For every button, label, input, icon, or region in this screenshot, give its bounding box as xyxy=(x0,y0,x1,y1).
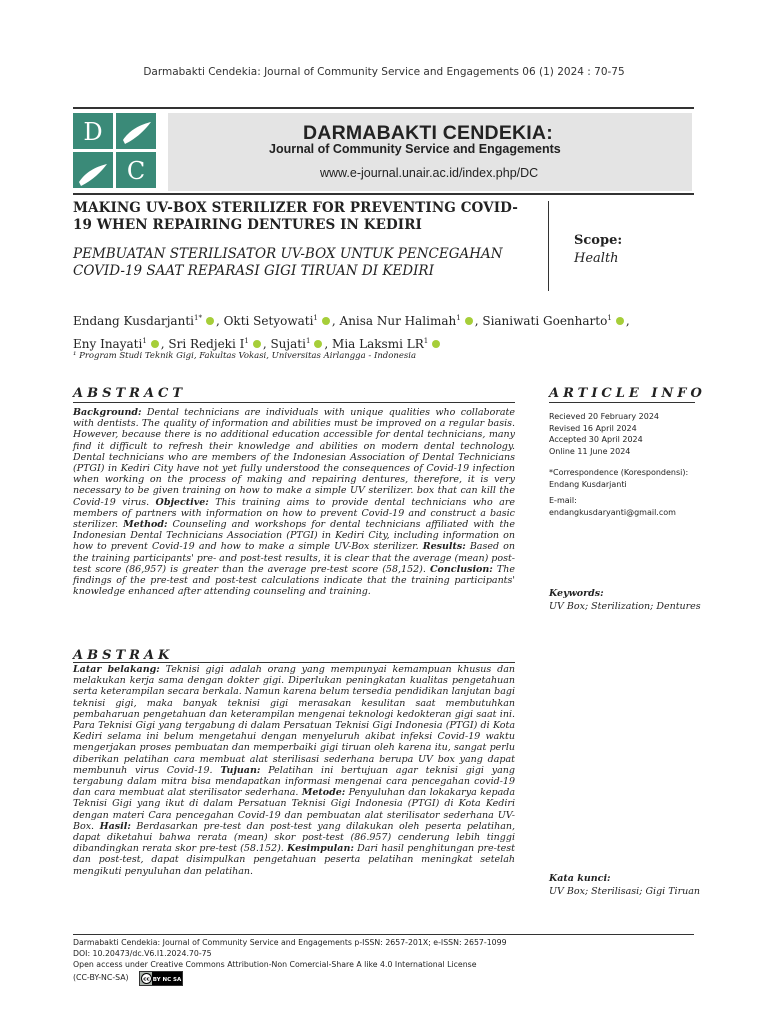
date-online: Online 11 June 2024 xyxy=(549,446,631,456)
masthead-rule xyxy=(73,193,694,195)
author-affiliation-mark: 1* xyxy=(193,314,202,322)
date-revised: Revised 16 April 2024 xyxy=(549,423,637,433)
kata-kunci-value: UV Box; Sterilisasi; Gigi Tiruan xyxy=(549,886,701,897)
author-affiliation-mark: 1 xyxy=(607,314,612,322)
abstract-results-label: Results: xyxy=(422,541,466,553)
keywords-value: UV Box; Sterilization; Dentures xyxy=(549,601,701,612)
abstrak-latar: Teknisi gigi adalah orang yang mempunyai kemampuan khusus dan melakukan kerja sama dengan dokter gigi. Diperlukan peningkatan kualitas pengetahuan serta keterampilan secara berkala. Namun karena belum tersedia pendidikan lanjutan bagi teknisi gigi, maka banyak teknisi gigi merasakan kesulitan saat membutuhkan pembaharuan pengetahuan dan keterampilan mengenai teknologi kedokteran gigi saat ini. Para Teknisi Gigi yang tergabung di dalam Persatuan Teknisi Gigi Indonesia (PTGI) di Kota Kediri selama ini belum mengetahui dengan menyeluruh akibat infeksi Covid-19 waktu mengerjakan proses pembuatan dan memperbaiki gigi tiruan oleh karena itu, sangat perlu diberikan pelatihan cara membuat alat sterilisasi sederhana berupa UV box yang dapat membunuh virus Covid-19. xyxy=(73,664,516,776)
cc-badge-text: BY NC SA xyxy=(152,977,182,983)
abstrak-body xyxy=(73,664,515,877)
orcid-icon[interactable] xyxy=(465,317,473,325)
journal-logo xyxy=(73,110,165,192)
author-affiliation-mark: 1 xyxy=(244,337,249,345)
abstrak-rule xyxy=(73,662,515,663)
journal-url[interactable]: www.e-journal.unair.ac.id/index.php/DC xyxy=(320,166,539,180)
abstract-method: Counseling and workshops for dental technicians affiliated with the Indonesian Dental Technicians Association (PTGI) in Kediri City, including information on how to prevent Covid-19 and how to make a simple UV-Box sterilizer. xyxy=(73,519,515,553)
author-name: Sujati xyxy=(270,337,306,351)
footer-doi[interactable]: DOI: 10.20473/dc.V6.I1.2024.70-75 xyxy=(73,949,212,958)
orcid-icon[interactable] xyxy=(206,317,214,325)
abstrak-kesimpulan-label: Kesimpulan: xyxy=(287,843,354,855)
author-name: Sri Redjeki I xyxy=(168,337,245,351)
email-address[interactable]: endangkusdaryanti@gmail.com xyxy=(549,507,676,517)
abstrak-tujuan: Pelatihan ini bertujuan agar teknisi gigi yang tergabung dalam mitra bisa mendapatkan informasi mengenai cara pencegahan covid-19 dan cara membuat alat sterilisator sederhana. xyxy=(73,764,515,799)
abstrak-tujuan-label: Tujuan: xyxy=(220,764,261,776)
abstrak-heading: ABSTRAK xyxy=(73,648,174,663)
article-title-en: MAKING UV-BOX STERILIZER FOR PREVENTING COVID-19 WHEN REPAIRING DENTURES IN KEDIRI xyxy=(73,200,518,233)
svg-text:cc: cc xyxy=(143,976,150,983)
author-affiliation-mark: 1 xyxy=(456,314,461,322)
abstrak-metode-label: Metode: xyxy=(301,787,346,799)
date-received: Recieved 20 February 2024 xyxy=(549,412,660,421)
abstract-heading: ABSTRACT xyxy=(73,386,187,401)
correspondence xyxy=(549,467,709,490)
abstract-conclusion: The findings of the pre-test and post-test calculations indicate that the training participants' knowledge enhanced after attending counseling and training. xyxy=(73,563,515,598)
email-label: E-mail: xyxy=(549,496,577,505)
orcid-icon[interactable] xyxy=(151,340,159,348)
email-block xyxy=(549,495,729,518)
scope-value: Health xyxy=(574,251,619,266)
abstrak-hasil-label: Hasil: xyxy=(99,820,131,832)
footer-journal-line: Darmabakti Cendekia: Journal of Community Service and Engagements p-ISSN: 2657-201X; e-ISSN: 2657-1099 xyxy=(73,938,507,947)
author-affiliation-mark: 1 xyxy=(142,337,147,345)
logo-letter-d: D xyxy=(83,118,103,146)
cc-license-badge[interactable] xyxy=(139,971,183,986)
author-name: Eny Inayati xyxy=(73,337,143,351)
abstract-background: Dental technicians are individuals with unique qualities who collaborate with dentists. The quality of information and abilities must be improved on a regular basis. However, because there is no additional education accessible for dental technicians, many find it difficult to refresh their knowledge and abilities on modern dental technology. Dental technicians who are members of the Indonesian Association of Dental Technicians (PTGI) in Kediri City have not yet fully understood the consequences of Covid-19 infection when working on the process of making and repairing dentures, therefore, it is very necessary to be given training on how to make a simple UV sterilizer. box that can kill the Covid-19 virus. xyxy=(73,407,515,508)
author-name: Endang Kusdarjanti xyxy=(73,314,194,328)
abstrak-kesimpulan: Dari hasil penghitungan pre-test dan post-test, dapat disimpulkan pengetahuan peserta pelatihan meningkat setelah mengikuti penyuluhan dan pelatihan. xyxy=(73,843,515,877)
abstract-body xyxy=(73,407,515,597)
article-title-id: PEMBUATAN STERILISATOR UV-BOX UNTUK PENCEGAHAN COVID-19 SAAT REPARASI GIGI TIRUAN DI KEDIRI xyxy=(73,246,503,279)
masthead xyxy=(168,113,692,191)
author-name: Anisa Nur Halimah xyxy=(339,314,457,328)
correspondence-label: *Correspondence (Korespondensi): xyxy=(549,468,689,477)
correspondence-name: Endang Kusdarjanti xyxy=(549,479,627,489)
article-info-rule xyxy=(549,402,695,403)
journal-title: DARMABAKTI CENDEKIA: xyxy=(303,122,553,144)
footer-rule xyxy=(73,934,694,935)
journal-subtitle: Journal of Community Service and Engagements xyxy=(269,142,561,156)
footer-license: Open access under Creative Commons Attribution-Non Comercial-Share A like 4.0 International License xyxy=(73,960,477,969)
abstrak-metode: Penyuluhan dan lokakarya kepada Teknisi Gigi yang ikut di dalam Persatuan Teknisi Gigi Indonesia (PTGI) di Kota Kediri dengan materi Cara pencegahan Covid-19 dan pembuatan alat sterilisator sederhana UV-Box. xyxy=(73,787,516,832)
author-name: Sianiwati Goenharto xyxy=(482,314,608,328)
orcid-icon[interactable] xyxy=(253,340,261,348)
logo-letter-c: C xyxy=(126,157,146,185)
kata-kunci-label: Kata kunci: xyxy=(549,873,611,884)
article-info-heading: ARTICLE INFO xyxy=(549,386,706,401)
abstrak-latar-label: Latar belakang: xyxy=(73,664,160,675)
author-affiliation-mark: 1 xyxy=(305,337,311,345)
abstract-rule xyxy=(73,402,515,403)
author-name: Okti Setyowati xyxy=(223,314,314,328)
orcid-icon[interactable] xyxy=(314,340,322,348)
author-affiliation-mark: 1 xyxy=(313,314,318,322)
title-divider xyxy=(548,201,549,291)
author-name: Mia Laksmi LR xyxy=(332,337,424,351)
abstrak-hasil: Berdasarkan pre-test dan post-test yang dilakukan oleh peserta pelatihan, dapat diketahui bahwa rerata (mean) skor post-test (86.957) cenderung lebih tinggi dibandingkan rerata skor pre-test (58.152). xyxy=(73,820,515,855)
affiliation: ¹ Program Studi Teknik Gigi, Fakultas Vokasi, Universitas Airlangga - Indonesia xyxy=(73,351,417,361)
abstract-method-label: Method: xyxy=(123,519,168,531)
abstract-background-label: Background: xyxy=(73,407,142,418)
orcid-icon[interactable] xyxy=(432,340,440,348)
orcid-icon[interactable] xyxy=(616,317,624,325)
author-list: Endang Kusdarjanti$^{1*}$ , Okti Setyowati$^1$ , Anisa Nur Halimah$^1$ , Sianiwati Goenharto$^1$ , Eny Inayati$^1$ , Sri Redjeki $I^1$ , Sujati$^1$ , Mia Laksmi $LR^1$ xyxy=(73,314,630,351)
abstract-results: Based on the training participants' pre- and post-test results, it is clear that the average (mean) post-test score (86,957) is greater than the average pre-test score (58,152). xyxy=(73,541,516,575)
orcid-icon[interactable] xyxy=(322,317,330,325)
article-dates xyxy=(549,411,709,457)
footer-license-short: (CC-BY-NC-SA) xyxy=(73,973,129,982)
abstract-conclusion-label: Conclusion: xyxy=(430,563,493,575)
date-accepted: Accepted 30 April 2024 xyxy=(549,435,643,444)
running-header: Darmabakti Cendekia: Journal of Community Service and Engagements 06 (1) 2024 : 70-75 xyxy=(143,66,625,78)
abstract-objective-label: Objective: xyxy=(155,496,209,508)
author-affiliation-mark: 1 xyxy=(423,337,429,345)
header-rule xyxy=(73,107,694,109)
abstract-objective: This training aims to provide dental technicians who are members of partners with information on how to prevent Covid-19 and construct a basic sterilizer. xyxy=(73,496,515,531)
scope-label: Scope: xyxy=(574,233,623,248)
keywords-label: Keywords: xyxy=(549,588,604,599)
